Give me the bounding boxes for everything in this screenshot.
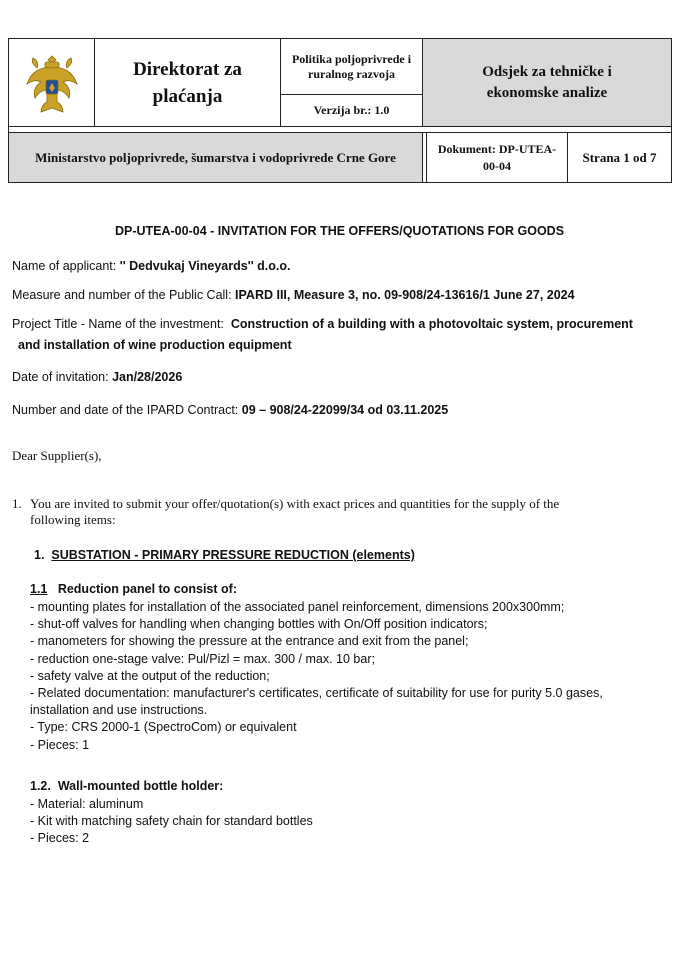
applicant-line [12,258,667,274]
document-header [8,38,672,183]
contract-line [12,402,667,418]
list-item: - Kit with matching safety chain for standard bottles [30,814,313,829]
project-value-1: Construction of a building with a photovoltaic system, procurement [230,317,633,331]
item1-number: 1.1 [30,582,48,596]
salutation: Dear Supplier(s), [12,448,102,463]
department-name: Odsjek za tehničke i ekonomske analize [423,39,672,127]
item2-number: 1.2. [30,779,51,793]
document-title: DP-UTEA-00-04 - INVITATION FOR THE OFFERS/QUOTATIONS FOR GOODS [114,224,565,238]
directorate-name: Direktorat za plaćanja [95,39,281,127]
ministry-name: Ministarstvo poljoprivrede, šumarstva i vodoprivrede Crne Gore [9,133,423,183]
list-item: - shut-off valves for handling when changing bottles with On/Off position indicators; [30,617,488,632]
list-item: - Related documentation: manufacturer's certificates, certificate of suitability for use for purity 5.0 gases, [30,686,603,700]
applicant-value: '' Dedvukaj Vineyards'' d.o.o. [119,259,291,273]
measure-line [12,287,667,303]
montenegro-coat-of-arms-icon [23,50,81,116]
list-item: - Pieces: 1 [30,737,90,752]
applicant-label: Name of applicant: [12,259,117,273]
list-item: - reduction one-stage valve: Pul/Pizl = max. 300 / max. 10 bar; [30,651,375,666]
item1-title: Reduction panel to consist of: [57,582,237,596]
list-item: - Type: CRS 2000-1 (SpectroCom) or equivalent [30,720,297,735]
list-item: - Pieces: 2 [30,831,90,846]
measure-value: IPARD III, Measure 3, no. 09-908/24-13616/1 June 27, 2024 [235,288,575,302]
section-heading [34,547,679,563]
project-line [12,316,667,332]
contract-value: 09 – 908/24-22099/34 od 03.11.2025 [241,403,449,417]
project-value-2: and installation of wine production equipment [18,338,292,352]
measure-label: Measure and number of the Public Call: [12,288,232,302]
list-item: - safety valve at the output of the reduction; [30,668,270,683]
version-label: Verzija br.: 1.0 [281,95,423,127]
page-counter: Strana 1 od 7 [568,133,672,183]
date-line [12,369,667,385]
item2-heading [30,778,679,794]
section-title: SUBSTATION - PRIMARY PRESSURE REDUCTION (elements) [51,548,415,562]
date-value: Jan/28/2026 [112,370,183,384]
contract-label: Number and date of the IPARD Contract: [12,403,239,417]
date-label: Date of invitation: [12,370,109,384]
list-item: - mounting plates for installation of the associated panel reinforcement, dimensions 200x300mm; [30,600,565,614]
list-item: - Material: aluminum [30,797,144,811]
intro-paragraph [12,496,667,512]
item1-heading [30,581,679,597]
policy-name: Politika poljoprivrede i ruralnog razvoja [281,39,423,95]
section-number: 1. [34,548,45,562]
list-item: - manometers for showing the pressure at the entrance and exit from the panel; [30,634,469,649]
intro-line-2: following items: [30,512,116,527]
item2-title: Wall-mounted bottle holder: [57,779,224,793]
document-code: Dokument: DP-UTEA-00-04 [427,133,568,183]
intro-line-1: You are invited to submit your offer/quotation(s) with exact prices and quantities for the supply of the [30,496,560,511]
intro-number: 1. [12,496,22,511]
project-label: Project Title - Name of the investment: [12,317,224,331]
logo-cell [9,39,95,127]
list-item: installation and use instructions. [30,703,208,718]
